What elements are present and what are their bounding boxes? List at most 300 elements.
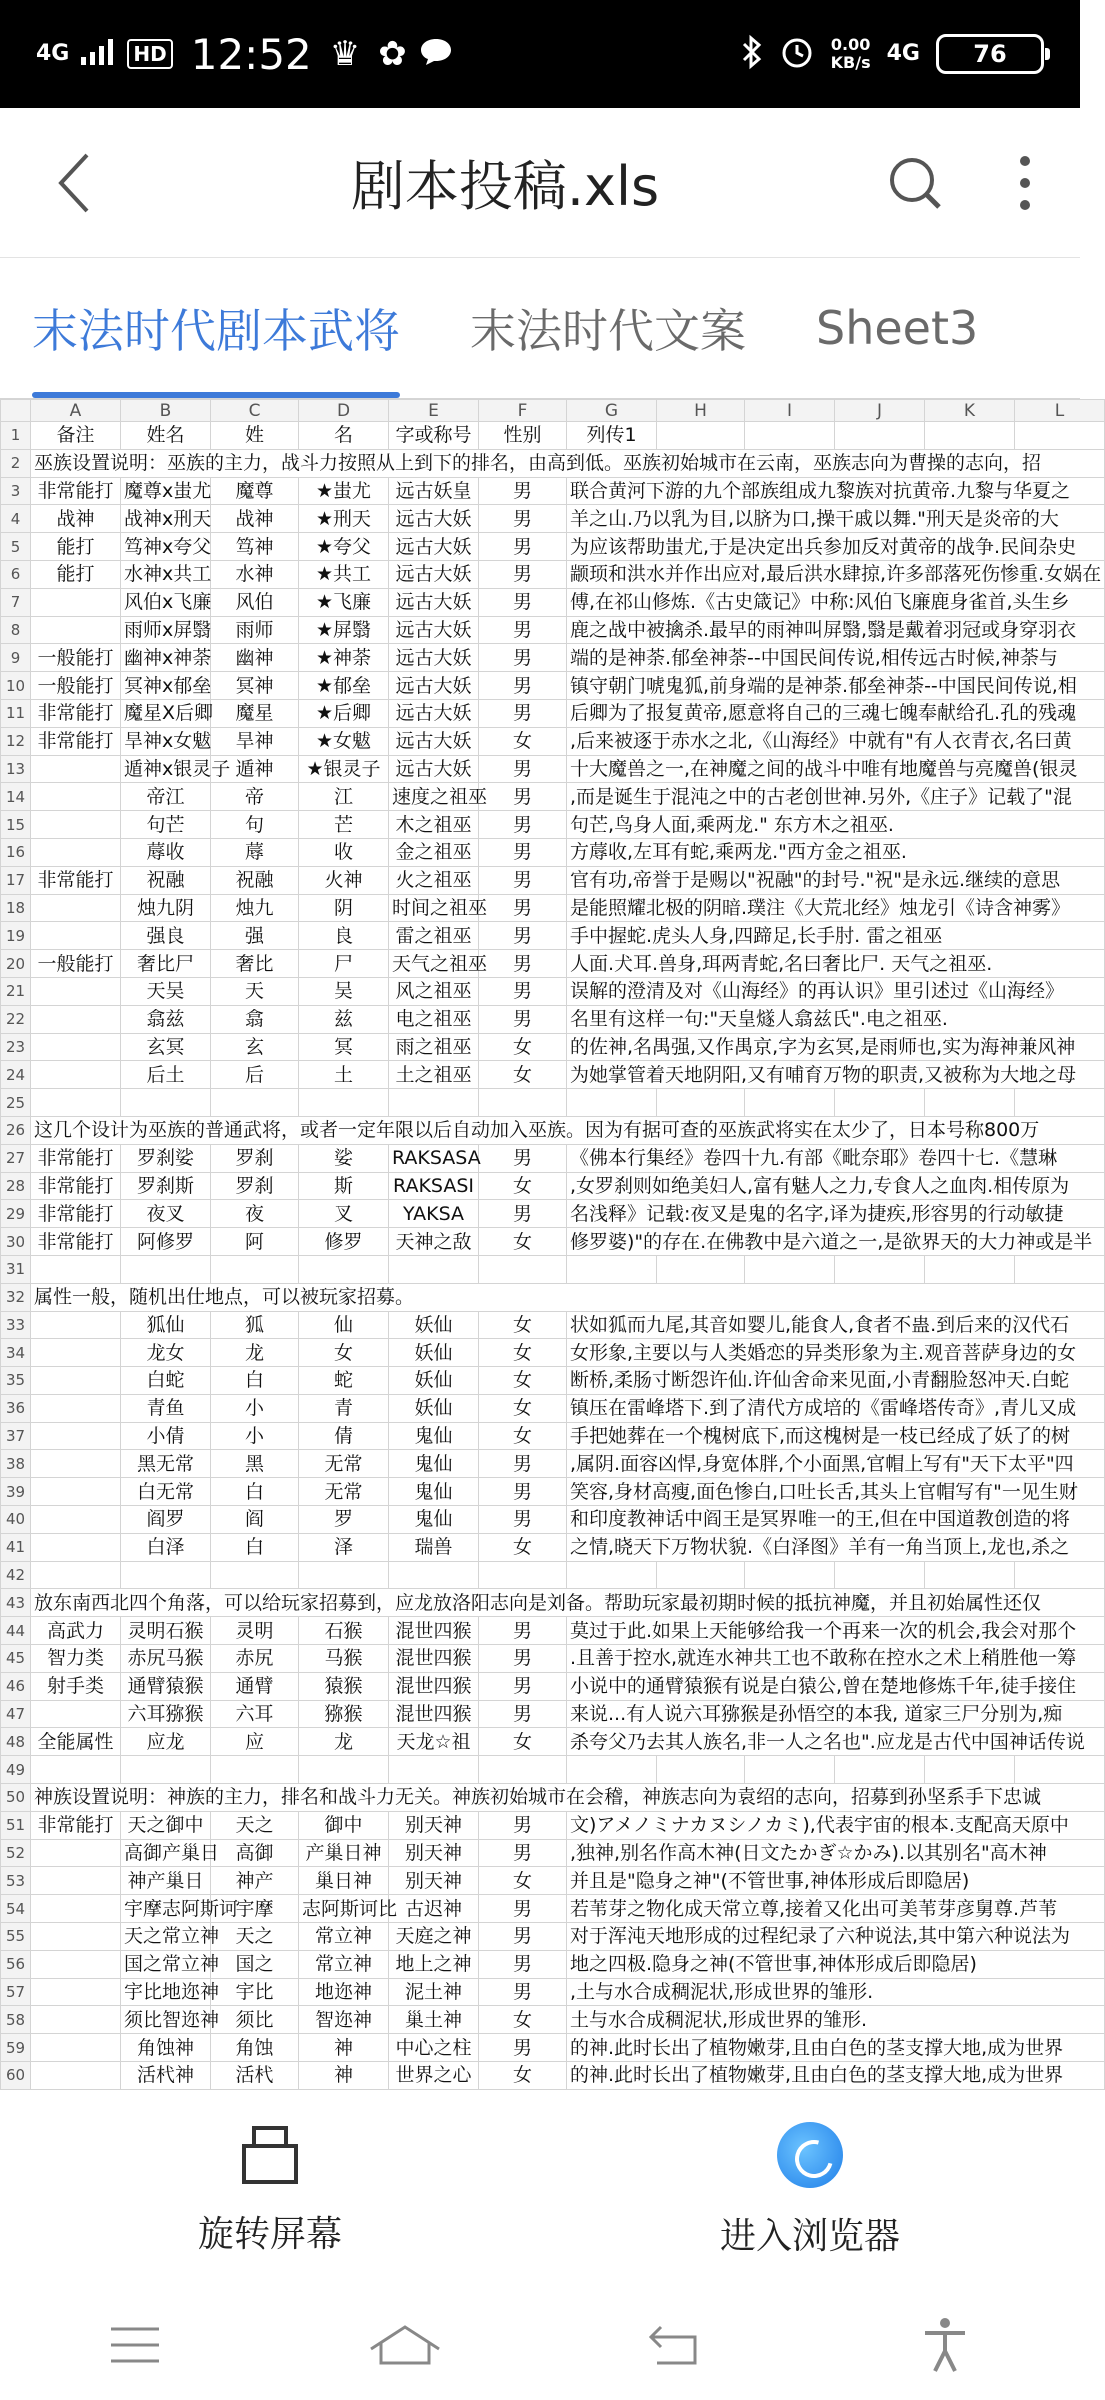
table-cell[interactable]: 混世四猴 — [389, 1617, 479, 1645]
table-cell[interactable]: 名里有这样一句:"天皇燧人翕兹氏".电之祖巫. — [567, 1005, 1105, 1033]
table-cell[interactable]: 巢日神 — [299, 1867, 389, 1895]
table-cell[interactable]: 男 — [479, 1450, 567, 1478]
table-cell[interactable] — [1015, 422, 1105, 450]
row-header[interactable]: 45 — [1, 1645, 31, 1673]
row-header[interactable]: 23 — [1, 1033, 31, 1061]
table-cell[interactable]: 女 — [479, 1422, 567, 1450]
table-cell[interactable]: 妖仙 — [389, 1367, 479, 1395]
table-cell[interactable]: 端的是神荼.郁垒神荼--中国民间传说,相传远古时候,神荼与 — [567, 644, 1105, 672]
column-header[interactable]: F — [479, 400, 567, 422]
table-cell[interactable] — [31, 1033, 121, 1061]
table-cell[interactable]: 小 — [211, 1394, 299, 1422]
table-cell[interactable]: 小 — [211, 1422, 299, 1450]
table-cell[interactable]: 的神.此时长出了植物嫩芽,且由白色的茎支撑大地,成为世界 — [567, 2062, 1105, 2090]
table-cell[interactable]: 地之四极.隐身之神(不管世事,神体形成后即隐居) — [567, 1950, 1105, 1978]
table-cell[interactable]: 风之祖巫 — [389, 977, 479, 1005]
table-cell[interactable]: 十大魔兽之一,在神魔之间的战斗中唯有地魔兽与亮魔兽(银灵 — [567, 755, 1105, 783]
table-cell[interactable] — [31, 1978, 121, 2006]
column-header[interactable]: C — [211, 400, 299, 422]
table-cell[interactable]: 魔星 — [211, 699, 299, 727]
row-header[interactable]: 48 — [1, 1728, 31, 1756]
table-cell[interactable] — [1015, 1561, 1105, 1589]
table-cell[interactable]: 修罗婆)"的存在.在佛教中是六道之一,是欲界天的大力神或是半 — [567, 1228, 1105, 1256]
table-cell[interactable] — [299, 1255, 389, 1283]
spreadsheet-view[interactable] — [0, 398, 1102, 2090]
table-cell[interactable]: 奢比尸 — [121, 950, 211, 978]
table-cell[interactable]: 倩 — [299, 1422, 389, 1450]
table-cell[interactable] — [389, 1089, 479, 1117]
table-cell[interactable]: 一般能打 — [31, 950, 121, 978]
table-cell[interactable]: 遁神 — [211, 755, 299, 783]
table-cell[interactable] — [31, 1255, 121, 1283]
table-cell[interactable]: 中心之柱 — [389, 2034, 479, 2062]
row-header[interactable]: 54 — [1, 1895, 31, 1923]
row-header[interactable]: 47 — [1, 1700, 31, 1728]
table-cell[interactable] — [835, 1255, 925, 1283]
table-cell[interactable]: 志阿斯诃比 — [299, 1895, 389, 1923]
row-header[interactable]: 58 — [1, 2006, 31, 2034]
table-cell[interactable]: 魔星X后卿 — [121, 699, 211, 727]
table-cell[interactable]: 活杙神 — [121, 2062, 211, 2090]
table-cell[interactable]: 男 — [479, 1005, 567, 1033]
table-cell[interactable]: 石猴 — [299, 1617, 389, 1645]
row-header[interactable]: 27 — [1, 1144, 31, 1172]
table-cell[interactable]: 男 — [479, 616, 567, 644]
table-cell[interactable]: 姓名 — [121, 422, 211, 450]
table-cell[interactable] — [31, 1311, 121, 1339]
row-header[interactable]: 24 — [1, 1061, 31, 1089]
table-cell[interactable]: 须比智迩神 — [121, 2006, 211, 2034]
row-header[interactable]: 39 — [1, 1478, 31, 1506]
table-cell[interactable] — [31, 922, 121, 950]
table-cell[interactable] — [745, 1756, 835, 1784]
tab-sheet-2[interactable]: 末法时代文案 — [470, 304, 746, 358]
table-cell[interactable]: 魔尊x蚩尤 — [121, 477, 211, 505]
row-header[interactable]: 35 — [1, 1367, 31, 1395]
table-cell[interactable]: 男 — [479, 1200, 567, 1228]
table-cell[interactable]: 镇守朝门唬鬼狐,前身端的是神荼.郁垒神荼--中国民间传说,相 — [567, 672, 1105, 700]
table-cell[interactable]: 男 — [479, 755, 567, 783]
table-cell[interactable]: 旱神x女魃 — [121, 727, 211, 755]
table-cell[interactable]: 羊之山.乃以乳为目,以脐为口,操干戚以舞."刑天是炎帝的大 — [567, 505, 1105, 533]
table-cell[interactable] — [299, 1089, 389, 1117]
table-cell[interactable]: 方蓐收,左耳有蛇,乘两龙."西方金之祖巫. — [567, 838, 1105, 866]
table-cell[interactable]: 水神x共工 — [121, 560, 211, 588]
table-cell[interactable]: 强 — [211, 922, 299, 950]
row-header[interactable]: 37 — [1, 1422, 31, 1450]
table-cell[interactable]: 夜 — [211, 1200, 299, 1228]
table-cell[interactable]: 国之 — [211, 1950, 299, 1978]
table-cell[interactable]: 男 — [479, 477, 567, 505]
row-header[interactable]: 7 — [1, 588, 31, 616]
table-cell[interactable]: 高御产巢日 — [121, 1839, 211, 1867]
table-cell[interactable] — [31, 1839, 121, 1867]
table-cell[interactable] — [745, 422, 835, 450]
row-header[interactable]: 53 — [1, 1867, 31, 1895]
table-cell[interactable]: 男 — [479, 950, 567, 978]
table-cell[interactable]: 祝融 — [211, 866, 299, 894]
table-cell[interactable]: 金之祖巫 — [389, 838, 479, 866]
table-cell[interactable]: 句芒 — [121, 811, 211, 839]
table-cell[interactable]: 白 — [211, 1478, 299, 1506]
table-cell[interactable]: 无常 — [299, 1450, 389, 1478]
table-cell[interactable]: 男 — [479, 588, 567, 616]
table-cell[interactable]: 蓐收 — [121, 838, 211, 866]
table-cell[interactable] — [835, 1756, 925, 1784]
table-cell[interactable]: 男 — [479, 1923, 567, 1951]
table-cell[interactable] — [31, 2062, 121, 2090]
table-cell[interactable]: 手中握蛇.虎头人身,四蹄足,长手肘. 雷之祖巫 — [567, 922, 1105, 950]
table-cell[interactable]: 天之常立神 — [121, 1923, 211, 1951]
table-cell[interactable]: 灵明 — [211, 1617, 299, 1645]
table-cell[interactable] — [567, 1255, 657, 1283]
table-cell[interactable]: 男 — [479, 1506, 567, 1534]
table-cell[interactable]: ★夸父 — [299, 533, 389, 561]
table-cell[interactable]: 土 — [299, 1061, 389, 1089]
table-cell[interactable]: 玄冥 — [121, 1033, 211, 1061]
table-cell[interactable]: 属性一般，随机出仕地点，可以被玩家招募。 — [31, 1283, 1105, 1311]
table-cell[interactable]: 女 — [479, 1367, 567, 1395]
table-cell[interactable]: 女 — [479, 1228, 567, 1256]
table-cell[interactable] — [567, 1089, 657, 1117]
table-cell[interactable]: 白无常 — [121, 1478, 211, 1506]
row-header[interactable]: 19 — [1, 922, 31, 950]
table-cell[interactable]: 男 — [479, 866, 567, 894]
row-header[interactable]: 5 — [1, 533, 31, 561]
table-cell[interactable]: 男 — [479, 922, 567, 950]
table-cell[interactable]: 罗刹 — [211, 1144, 299, 1172]
table-cell[interactable]: 一般能打 — [31, 644, 121, 672]
table-cell[interactable]: 神 — [299, 2062, 389, 2090]
table-cell[interactable]: 远古大妖 — [389, 505, 479, 533]
table-cell[interactable] — [479, 1255, 567, 1283]
table-cell[interactable]: 吴 — [299, 977, 389, 1005]
row-header[interactable]: 16 — [1, 838, 31, 866]
table-cell[interactable]: 角蚀神 — [121, 2034, 211, 2062]
table-cell[interactable] — [121, 1089, 211, 1117]
table-cell[interactable]: 非常能打 — [31, 866, 121, 894]
table-cell[interactable]: 水神 — [211, 560, 299, 588]
table-cell[interactable]: 这几个设计为巫族的普通武将，或者一定年限以后自动加入巫族。因为有据可查的巫族武将实在太少了，日本号称800万 — [31, 1116, 1105, 1144]
table-cell[interactable] — [31, 783, 121, 811]
table-cell[interactable] — [925, 1089, 1015, 1117]
table-cell[interactable]: 状如狐而九尾,其音如婴儿,能食人,食者不蛊.到后来的汉代石 — [567, 1311, 1105, 1339]
table-cell[interactable]: 幽神 — [211, 644, 299, 672]
table-cell[interactable] — [925, 1561, 1015, 1589]
table-cell[interactable] — [31, 2034, 121, 2062]
table-cell[interactable]: 夜叉 — [121, 1200, 211, 1228]
row-header[interactable]: 34 — [1, 1339, 31, 1367]
table-cell[interactable]: 江 — [299, 783, 389, 811]
table-cell[interactable]: 天气之祖巫 — [389, 950, 479, 978]
row-header[interactable]: 3 — [1, 477, 31, 505]
table-cell[interactable] — [211, 1561, 299, 1589]
row-header[interactable]: 38 — [1, 1450, 31, 1478]
table-cell[interactable]: 远古大妖 — [389, 727, 479, 755]
table-cell[interactable]: 为应该帮助蚩尤,于是决定出兵参加反对黄帝的战争.民间杂史 — [567, 533, 1105, 561]
table-cell[interactable]: 木之祖巫 — [389, 811, 479, 839]
accessibility-button[interactable] — [885, 2305, 1005, 2385]
table-cell[interactable] — [745, 1561, 835, 1589]
table-cell[interactable]: 战神x刑天 — [121, 505, 211, 533]
table-cell[interactable]: 宇摩 — [211, 1895, 299, 1923]
table-cell[interactable] — [31, 1867, 121, 1895]
table-cell[interactable]: 土与水合成稠泥状,形成世界的雏形. — [567, 2006, 1105, 2034]
table-cell[interactable]: 角蚀 — [211, 2034, 299, 2062]
table-cell[interactable] — [31, 977, 121, 1005]
row-header[interactable]: 40 — [1, 1506, 31, 1534]
table-cell[interactable]: 天之御中 — [121, 1811, 211, 1839]
table-cell[interactable]: 能打 — [31, 533, 121, 561]
table-cell[interactable]: 宇摩志阿斯诃 — [121, 1895, 211, 1923]
table-cell[interactable] — [925, 422, 1015, 450]
table-cell[interactable] — [389, 1561, 479, 1589]
table-cell[interactable]: 别天神 — [389, 1839, 479, 1867]
table-cell[interactable]: 土之祖巫 — [389, 1061, 479, 1089]
table-cell[interactable]: 风伯x飞廉 — [121, 588, 211, 616]
table-cell[interactable]: 备注 — [31, 422, 121, 450]
table-cell[interactable]: 应 — [211, 1728, 299, 1756]
row-header[interactable]: 10 — [1, 672, 31, 700]
table-cell[interactable] — [1015, 1756, 1105, 1784]
table-cell[interactable]: 远古大妖 — [389, 644, 479, 672]
table-cell[interactable]: 女 — [479, 1867, 567, 1895]
table-cell[interactable] — [31, 1561, 121, 1589]
table-cell[interactable]: ★刑天 — [299, 505, 389, 533]
table-cell[interactable]: 青 — [299, 1394, 389, 1422]
table-cell[interactable] — [835, 1561, 925, 1589]
table-cell[interactable]: 远古大妖 — [389, 699, 479, 727]
table-cell[interactable] — [31, 1450, 121, 1478]
table-cell[interactable]: 战神 — [211, 505, 299, 533]
table-cell[interactable]: 阿 — [211, 1228, 299, 1256]
table-cell[interactable]: 御中 — [299, 1811, 389, 1839]
table-cell[interactable]: 阿修罗 — [121, 1228, 211, 1256]
table-cell[interactable]: 宇比地迩神 — [121, 1978, 211, 2006]
table-cell[interactable]: 非常能打 — [31, 477, 121, 505]
table-cell[interactable]: 笑容,身材高瘦,面色惨白,口吐长舌,其头上官帽写有"一见生财 — [567, 1478, 1105, 1506]
table-cell[interactable]: 收 — [299, 838, 389, 866]
row-header[interactable]: 59 — [1, 2034, 31, 2062]
table-cell[interactable]: 六耳猕猴 — [121, 1700, 211, 1728]
table-cell[interactable]: 男 — [479, 1617, 567, 1645]
row-header[interactable]: 55 — [1, 1923, 31, 1951]
table-cell[interactable]: ★蚩尤 — [299, 477, 389, 505]
row-header[interactable]: 41 — [1, 1533, 31, 1561]
table-cell[interactable] — [31, 1422, 121, 1450]
table-cell[interactable]: 黑 — [211, 1450, 299, 1478]
table-cell[interactable]: 冥 — [299, 1033, 389, 1061]
table-cell[interactable]: 泥土神 — [389, 1978, 479, 2006]
table-cell[interactable]: 后卿为了报复黄帝,愿意将自己的三魂七魄奉献给孔.孔的残魂 — [567, 699, 1105, 727]
table-cell[interactable]: 是能照耀北极的阴暗.璞注《大荒北经》烛龙引《诗含神雾》 — [567, 894, 1105, 922]
table-cell[interactable]: 远古大妖 — [389, 616, 479, 644]
table-cell[interactable]: 强良 — [121, 922, 211, 950]
table-cell[interactable]: 后土 — [121, 1061, 211, 1089]
table-cell[interactable] — [121, 1756, 211, 1784]
row-header[interactable]: 30 — [1, 1228, 31, 1256]
table-cell[interactable]: 并且是"隐身之神"(不管世事,神体形成后即隐居) — [567, 1867, 1105, 1895]
table-cell[interactable] — [745, 1255, 835, 1283]
table-cell[interactable]: ★后卿 — [299, 699, 389, 727]
table-cell[interactable]: 后 — [211, 1061, 299, 1089]
table-cell[interactable]: 常立神 — [299, 1950, 389, 1978]
table-cell[interactable]: 白 — [211, 1367, 299, 1395]
table-cell[interactable]: 速度之祖巫 — [389, 783, 479, 811]
table-cell[interactable]: 天神之敌 — [389, 1228, 479, 1256]
table-cell[interactable]: 地上之神 — [389, 1950, 479, 1978]
table-cell[interactable]: 龙 — [211, 1339, 299, 1367]
table-cell[interactable]: 世界之心 — [389, 2062, 479, 2090]
table-cell[interactable] — [479, 1561, 567, 1589]
table-cell[interactable]: 能打 — [31, 560, 121, 588]
row-header[interactable]: 22 — [1, 1005, 31, 1033]
table-cell[interactable]: 神族设置说明：神族的主力，排名和战斗力无关。神族初始城市在会稽，神族志向为袁绍的志向，招募到孙坚系手下忠诚 — [31, 1784, 1105, 1812]
table-cell[interactable]: 叉 — [299, 1200, 389, 1228]
table-cell[interactable]: 阎罗 — [121, 1506, 211, 1534]
table-cell[interactable]: ★共工 — [299, 560, 389, 588]
table-cell[interactable] — [31, 1005, 121, 1033]
row-header[interactable]: 42 — [1, 1561, 31, 1589]
table-cell[interactable]: 应龙 — [121, 1728, 211, 1756]
table-cell[interactable]: 龙 — [299, 1728, 389, 1756]
table-cell[interactable]: 鬼仙 — [389, 1422, 479, 1450]
table-cell[interactable]: 性别 — [479, 422, 567, 450]
table-cell[interactable] — [1015, 1255, 1105, 1283]
table-cell[interactable]: 神产 — [211, 1867, 299, 1895]
table-cell[interactable]: 智力类 — [31, 1645, 121, 1673]
table-cell[interactable]: 非常能打 — [31, 1172, 121, 1200]
table-cell[interactable]: 高武力 — [31, 1617, 121, 1645]
column-header[interactable]: I — [745, 400, 835, 422]
table-cell[interactable]: 放东南西北四个角落，可以给玩家招募到，应龙放洛阳志向是刘备。帮助玩家最初期时候的抵抗神魔，并且初始属性还仅 — [31, 1589, 1105, 1617]
table-cell[interactable]: 冥神 — [211, 672, 299, 700]
table-cell[interactable]: 翕兹 — [121, 1005, 211, 1033]
table-cell[interactable]: 火神 — [299, 866, 389, 894]
table-cell[interactable]: 罗 — [299, 1506, 389, 1534]
table-cell[interactable] — [31, 1506, 121, 1534]
table-cell[interactable] — [299, 1756, 389, 1784]
table-cell[interactable]: 镇压在雷峰塔下.到了清代方成培的《雷峰塔传奇》,青儿又成 — [567, 1394, 1105, 1422]
row-header[interactable]: 28 — [1, 1172, 31, 1200]
table-cell[interactable]: 仙 — [299, 1311, 389, 1339]
table-cell[interactable]: 妖仙 — [389, 1311, 479, 1339]
table-cell[interactable]: 非常能打 — [31, 1144, 121, 1172]
table-cell[interactable]: 天庭之神 — [389, 1923, 479, 1951]
table-cell[interactable] — [479, 1756, 567, 1784]
table-cell[interactable]: 白蛇 — [121, 1367, 211, 1395]
row-header[interactable]: 32 — [1, 1283, 31, 1311]
table-cell[interactable] — [31, 588, 121, 616]
column-header[interactable]: J — [835, 400, 925, 422]
table-cell[interactable]: 之情,晓天下万物状貌.《白泽图》羊有一角当顶上,龙也,杀之 — [567, 1533, 1105, 1561]
table-cell[interactable] — [31, 1478, 121, 1506]
table-cell[interactable]: 女 — [479, 1339, 567, 1367]
table-cell[interactable]: 男 — [479, 672, 567, 700]
table-cell[interactable]: 女 — [479, 1311, 567, 1339]
table-cell[interactable]: 句芒,鸟身人面,乘两龙." 东方木之祖巫. — [567, 811, 1105, 839]
row-header[interactable]: 21 — [1, 977, 31, 1005]
row-header[interactable]: 50 — [1, 1784, 31, 1812]
table-cell[interactable] — [31, 1950, 121, 1978]
table-cell[interactable] — [31, 1339, 121, 1367]
table-cell[interactable]: 巢土神 — [389, 2006, 479, 2034]
table-cell[interactable]: 女 — [479, 2006, 567, 2034]
table-cell[interactable]: 须比 — [211, 2006, 299, 2034]
table-cell[interactable]: 古迟神 — [389, 1895, 479, 1923]
table-cell[interactable]: 鬼仙 — [389, 1506, 479, 1534]
table-cell[interactable]: 猕猴 — [299, 1700, 389, 1728]
table-cell[interactable]: 远古大妖 — [389, 533, 479, 561]
table-cell[interactable] — [31, 811, 121, 839]
table-cell[interactable]: 远古妖皇 — [389, 477, 479, 505]
table-cell[interactable]: 的佐神,名禺强,又作禺京,字为玄冥,是雨师也,实为海神兼风神 — [567, 1033, 1105, 1061]
table-cell[interactable]: 天龙☆祖 — [389, 1728, 479, 1756]
table-cell[interactable]: 名 — [299, 422, 389, 450]
table-cell[interactable] — [657, 1756, 745, 1784]
table-cell[interactable]: 芒 — [299, 811, 389, 839]
table-cell[interactable]: 男 — [479, 811, 567, 839]
row-header[interactable]: 43 — [1, 1589, 31, 1617]
table-cell[interactable]: ★神荼 — [299, 644, 389, 672]
table-cell[interactable]: 女 — [479, 1728, 567, 1756]
table-cell[interactable]: 幽神x神荼 — [121, 644, 211, 672]
row-header[interactable]: 11 — [1, 699, 31, 727]
back-button[interactable] — [0, 108, 150, 258]
table-cell[interactable]: 巫族设置说明：巫族的主力，战斗力按照从上到下的排名，由高到低。巫族初始城市在云南，巫族志向为曹操的志向，招 — [31, 449, 1105, 477]
table-cell[interactable]: 通臂 — [211, 1672, 299, 1700]
table-cell[interactable]: 国之常立神 — [121, 1950, 211, 1978]
table-cell[interactable]: 蛇 — [299, 1367, 389, 1395]
table-cell[interactable]: ,而是诞生于混沌之中的古老创世神.另外,《庄子》记载了"混 — [567, 783, 1105, 811]
table-cell[interactable]: 灵明石猴 — [121, 1617, 211, 1645]
row-header[interactable]: 25 — [1, 1089, 31, 1117]
table-cell[interactable]: 魔尊 — [211, 477, 299, 505]
table-cell[interactable]: 的神.此时长出了植物嫩芽,且由白色的茎支撑大地,成为世界 — [567, 2034, 1105, 2062]
table-cell[interactable]: 男 — [479, 1978, 567, 2006]
table-cell[interactable]: 断桥,柔肠寸断怨许仙.许仙舍命来见面,小青翻脸怒冲天.白蛇 — [567, 1367, 1105, 1395]
table-cell[interactable] — [31, 1923, 121, 1951]
table-cell[interactable]: 烛九阴 — [121, 894, 211, 922]
table-cell[interactable]: 狐 — [211, 1311, 299, 1339]
table-cell[interactable]: RAKSASI — [389, 1172, 479, 1200]
table-cell[interactable]: 神 — [299, 2034, 389, 2062]
table-cell[interactable]: 男 — [479, 1478, 567, 1506]
row-header[interactable]: 36 — [1, 1394, 31, 1422]
table-cell[interactable]: 别天神 — [389, 1811, 479, 1839]
table-cell[interactable]: RAKSASA — [389, 1144, 479, 1172]
table-cell[interactable]: 战神 — [31, 505, 121, 533]
table-cell[interactable]: ★飞廉 — [299, 588, 389, 616]
table-cell[interactable]: ★银灵子 — [299, 755, 389, 783]
row-header[interactable]: 52 — [1, 1839, 31, 1867]
table-cell[interactable]: 女 — [479, 1172, 567, 1200]
row-header[interactable]: 33 — [1, 1311, 31, 1339]
table-cell[interactable]: 鬼仙 — [389, 1478, 479, 1506]
table-cell[interactable] — [745, 1089, 835, 1117]
table-cell[interactable]: 天吴 — [121, 977, 211, 1005]
table-cell[interactable]: 杀夸父乃去其人族名,非一人之名也".应龙是古代中国神话传说 — [567, 1728, 1105, 1756]
table-cell[interactable]: 鬼仙 — [389, 1450, 479, 1478]
table-cell[interactable]: 混世四猴 — [389, 1672, 479, 1700]
table-cell[interactable]: 非常能打 — [31, 699, 121, 727]
table-cell[interactable]: 鹿之战中被擒杀.最早的雨神叫屏翳,翳是戴着羽冠或身穿羽衣 — [567, 616, 1105, 644]
table-cell[interactable]: 远古大妖 — [389, 672, 479, 700]
table-cell[interactable]: ,后来被逐于赤水之北,《山海经》中就有"有人衣青衣,名曰黄 — [567, 727, 1105, 755]
table-cell[interactable]: ★女魃 — [299, 727, 389, 755]
table-cell[interactable] — [31, 838, 121, 866]
table-cell[interactable]: 狐仙 — [121, 1311, 211, 1339]
